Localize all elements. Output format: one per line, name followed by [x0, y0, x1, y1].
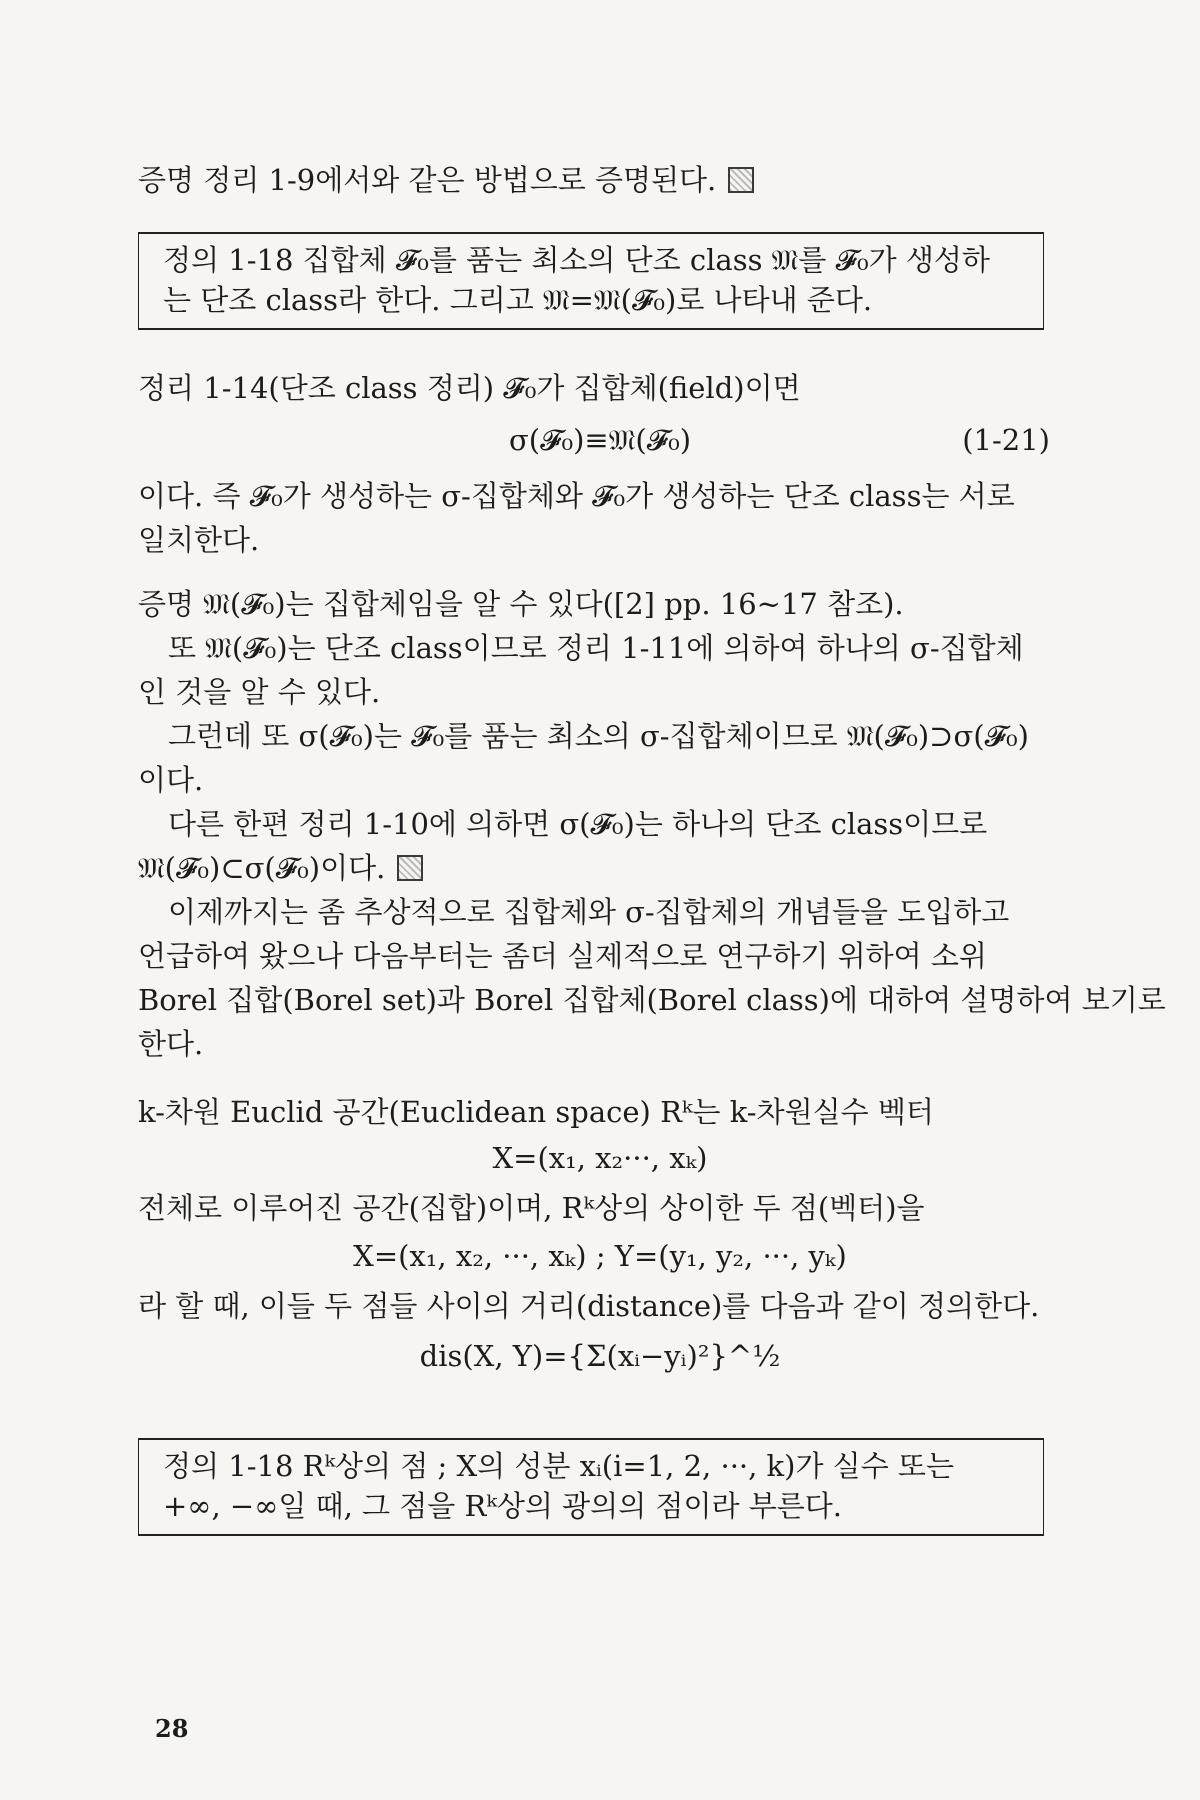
- text-line: 𝔐(𝓕₀)⊂σ(𝓕₀)이다.: [138, 848, 1068, 888]
- page-number: 28: [155, 1714, 189, 1743]
- definition-line: +∞, −∞일 때, 그 점을 Rᵏ상의 광의의 점이라 부른다.: [163, 1489, 842, 1523]
- definition-line: 는 단조 class라 한다. 그리고 𝔐=𝔐(𝓕₀)로 나타내 준다.: [163, 283, 873, 317]
- text-line: k-차원 Euclid 공간(Euclidean space) Rᵏ는 k-차원실수 벡터: [138, 1095, 934, 1129]
- text-line: Borel 집합(Borel set)과 Borel 집합체(Borel class)에 대하여 설명하여 보기로: [138, 983, 1166, 1017]
- text-line: 한다.: [138, 1027, 204, 1061]
- text-line: 전체로 이루어진 공간(집합)이며, Rᵏ상의 상이한 두 점(벡터)을: [138, 1191, 925, 1225]
- theorem-heading: 정리 1-14(단조 class 정리) 𝓕₀가 집합체(field)이면: [138, 371, 801, 405]
- proof-line: 증명 𝔐(𝓕₀)는 집합체임을 알 수 있다([2] pp. 16~17 참조).: [138, 587, 904, 621]
- definition-box: [138, 232, 1044, 330]
- text-line: 또 𝔐(𝓕₀)는 단조 class이므로 정리 1-11에 의하여 하나의 σ-집합체: [168, 631, 1024, 665]
- text-line: 그런데 또 σ(𝓕₀)는 𝓕₀를 품는 최소의 σ-집합체이므로 𝔐(𝓕₀)⊃σ(𝓕₀): [168, 719, 1029, 753]
- qed-mark: [728, 167, 754, 193]
- qed-mark: [397, 855, 423, 881]
- text-line: 이다. 즉 𝓕₀가 생성하는 σ-집합체와 𝓕₀가 생성하는 단조 class는 서로: [138, 479, 1015, 513]
- equation: dis(X, Y)={Σ(xᵢ−yᵢ)²}^½: [419, 1339, 781, 1373]
- text-line: 언급하여 왔으나 다음부터는 좀더 실제적으로 연구하기 위하여 소위: [138, 939, 987, 973]
- text-line: 이제까지는 좀 추상적으로 집합체와 σ-집합체의 개념들을 도입하고: [168, 895, 1010, 929]
- equation-text: σ(𝓕₀)≡𝔐(𝓕₀): [508, 423, 692, 457]
- equation-number: (1-21): [962, 423, 1050, 457]
- definition-line: 정의 1-18 Rᵏ상의 점 ; X의 성분 xᵢ(i=1, 2, ···, k)가 실수 또는: [163, 1449, 954, 1483]
- definition-line: 정의 1-18 집합체 𝓕₀를 품는 최소의 단조 class 𝔐를 𝓕₀가 생성하: [163, 243, 990, 277]
- equation-1-21: [0, 420, 1200, 460]
- text-line: 다른 한편 정리 1-10에 의하면 σ(𝓕₀)는 하나의 단조 class이므로: [168, 807, 988, 841]
- text-line: 일치한다.: [138, 523, 260, 557]
- definition-box: [138, 1438, 1044, 1536]
- text-line: 이다.: [138, 763, 204, 797]
- equation: X=(x₁, x₂···, xₖ): [492, 1141, 708, 1175]
- text-line: 인 것을 알 수 있다.: [138, 675, 381, 709]
- equation: X=(x₁, x₂, ···, xₖ) ; Y=(y₁, y₂, ···, yₖ): [353, 1239, 847, 1273]
- proof-line: 증명 정리 1-9에서와 같은 방법으로 증명된다.: [138, 160, 1068, 200]
- text-line: 라 할 때, 이들 두 점들 사이의 거리(distance)를 다음과 같이 정의한다.: [138, 1289, 1040, 1323]
